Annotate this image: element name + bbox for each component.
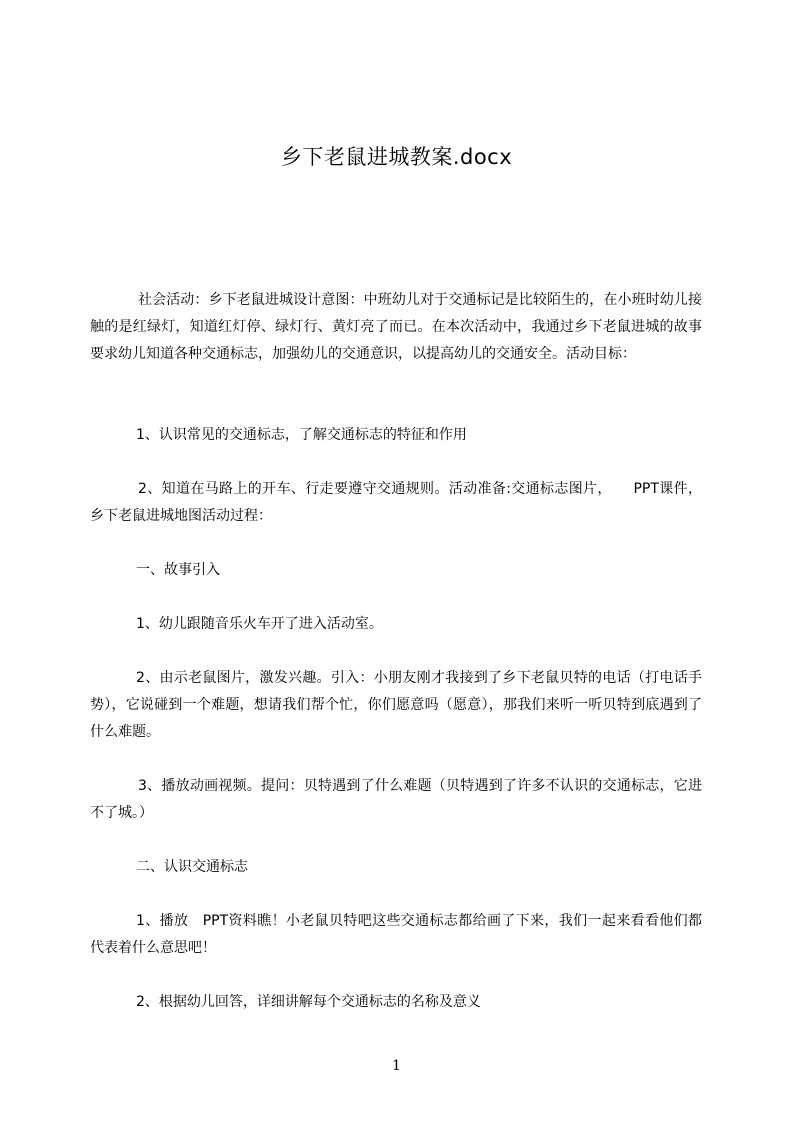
- intro-paragraph: 社会活动：乡下老鼠进城设计意图：中班幼儿对于交通标记是比较陌生的，在小班时幼儿接触的是红绿灯，知道红灯停、绿灯行、黄灯亮了而已。在本次活动中，我通过乡下老鼠进城的故事要求幼儿知道各种交通标志，加强幼儿的交通意识，以提高幼儿的交通安全。活动目标：: [90, 292, 702, 362]
- section-heading-story-intro: 一、故事引入: [136, 562, 220, 578]
- goal-2-paragraph: 2、知道在马路上的开车、行走要遵守交通规则。活动准备:交通标志图片， PPT课件，乡下老鼠进城地图活动过程：: [90, 481, 702, 524]
- section-heading-traffic-signs: 二、认识交通标志: [136, 859, 248, 875]
- step-2-2-paragraph: 2、根据幼儿回答，详细讲解每个交通标志的名称及意义: [136, 994, 481, 1010]
- step-2-1-paragraph: 1、播放 PPT资料瞧！小老鼠贝特吧这些交通标志都给画了下来，我们一起来看看他们都代表着什么意思吧！: [90, 913, 702, 956]
- page-number: 1: [392, 1058, 401, 1074]
- step-1-3-paragraph: 3、播放动画视频。提问：贝特遇到了什么难题（贝特遇到了许多不认识的交通标志，它进不了城。）: [90, 778, 702, 821]
- goal-1-paragraph: 1、认识常见的交通标志，了解交通标志的特征和作用: [136, 427, 467, 443]
- document-title: 乡下老鼠进城教案.docx: [280, 145, 513, 169]
- step-1-1-paragraph: 1、幼儿跟随音乐火车开了进入活动室。: [136, 616, 383, 632]
- step-1-2-paragraph: 2、由示老鼠图片，激发兴趣。引入：小朋友刚才我接到了乡下老鼠贝特的电话（打电话手势），它说碰到一个难题，想请我们帮个忙，你们愿意吗（愿意），那我们来听一听贝特到底遇到了什么难题。: [90, 670, 702, 740]
